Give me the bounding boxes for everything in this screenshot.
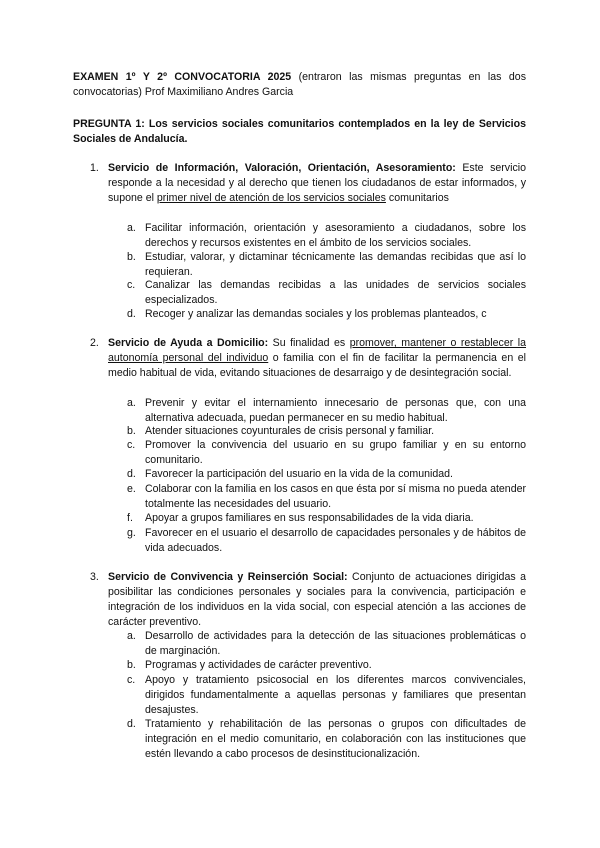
item-text: Canalizar las demandas recibidas a las unidades de servicios sociales especializados. [145, 279, 526, 306]
list-item [127, 424, 526, 439]
list-item [127, 221, 526, 251]
section-desc-end: comunitarios [385, 192, 449, 204]
item-text: Facilitar información, orientación y asesoramiento a ciudadanos, sobre los derechos y recursos existentes en el ámbito de los servicios sociales. [145, 222, 526, 249]
section-desc: Conjunto de actuaciones dirigidas a posibilitar las condiciones personales y sociales para la convivencia, participación e integración de los individuos en la vida social, con especial atención a las acciones de carácter preventivo. [108, 571, 526, 628]
item-text: Estudiar, valorar, y dictaminar técnicamente las demandas recibidas que así lo requieran. [145, 251, 526, 278]
section-title: Servicio de Ayuda a Domicilio: [108, 337, 269, 349]
list-item [127, 658, 526, 673]
list-item [127, 467, 526, 482]
item-text: Apoyar a grupos familiares en sus responsabilidades de la vida diaria. [145, 512, 474, 524]
exam-header [73, 70, 526, 100]
list-item [127, 511, 526, 526]
item-text: Promover la convivencia del usuario en su grupo familiar y en su entorno comunitario. [145, 439, 526, 466]
section-desc-end: o familia con el fin de facilitar la permanencia en el medio habitual de vida, evitando situaciones de desarraigo y de desintegración social. [108, 352, 526, 379]
item-letter: a. [127, 630, 136, 642]
item-letter: a. [127, 397, 136, 409]
list-item [127, 307, 526, 322]
section-desc: Este servicio responde a la necesidad y al derecho que tienen los ciudadanos de estar informados, y supone el [108, 162, 527, 204]
section-desc-underlined: primer nivel de atención de los servicios sociales [156, 192, 386, 204]
list-item [127, 717, 526, 762]
list-item [127, 250, 526, 280]
section-title: Servicio de Información, Valoración, Orientación, Asesoramiento: [108, 162, 456, 174]
item-letter: f. [127, 512, 133, 524]
item-letter: b. [127, 659, 136, 671]
section-desc-underlined: promover, mantener o restablecer la autonomía personal del individuo [108, 337, 526, 364]
item-text: Prevenir y evitar el internamiento innecesario de personas que, con una alternativa adecuada, puedan permanecer en su medio habitual. [145, 397, 526, 424]
item-letter: c. [127, 279, 136, 291]
list-item [127, 438, 526, 468]
item-letter: g. [127, 527, 136, 539]
item-text: Favorecer la participación del usuario en la vida de la comunidad. [145, 468, 453, 480]
question-label: PREGUNTA 1: [73, 118, 145, 130]
item-text: Favorecer en el usuario el desarrollo de capacidades personales y de hábitos de vida adecuados. [145, 527, 526, 554]
list-item [127, 482, 527, 512]
item-letter: d. [127, 468, 136, 480]
item-text: Tratamiento y rehabilitación de las personas o grupos con dificultades de integración en el medio comunitario, en colaboración con las instituciones que estén llevando a cabo procesos de desinstitucionalización. [145, 718, 526, 760]
question-text: Los servicios sociales comunitarios contemplados en la ley de Servicios Sociales de Andalucía. [73, 118, 526, 145]
question-heading [73, 117, 526, 147]
item-text: Programas y actividades de carácter preventivo. [145, 659, 372, 671]
item-text: Colaborar con la familia en los casos en que ésta por sí misma no pueda atender totalmente las necesidades del usuario. [145, 483, 527, 510]
exam-title: EXAMEN 1º Y 2º CONVOCATORIA 2025 [73, 71, 292, 83]
list-item [127, 629, 526, 659]
item-letter: a. [127, 222, 136, 234]
section-desc: Su finalidad es [268, 337, 350, 349]
exam-subtitle: (entraron las mismas preguntas en las dos convocatorias) Prof Maximiliano Andres Garcia [73, 71, 526, 98]
item-letter: b. [127, 251, 136, 263]
item-text: Atender situaciones coyunturales de crisis personal y familiar. [145, 425, 435, 437]
item-text: Desarrollo de actividades para la detección de las situaciones problemáticas o de marginación. [145, 630, 526, 657]
item-letter: b. [127, 425, 136, 437]
section-title: Servicio de Convivencia y Reinserción Social: [108, 571, 348, 583]
section-number: 2. [90, 337, 99, 349]
section-2 [90, 336, 526, 381]
item-text: Recoger y analizar las demandas sociales y los problemas planteados, c [145, 308, 487, 320]
list-item [127, 673, 526, 718]
section-number: 3. [90, 571, 99, 583]
item-letter: d. [127, 308, 136, 320]
section-3 [90, 570, 526, 630]
list-item [127, 278, 526, 308]
section-1 [90, 161, 527, 206]
item-letter: d. [127, 718, 136, 730]
item-letter: c. [127, 674, 136, 686]
item-letter: e. [127, 483, 136, 495]
item-text: Apoyo y tratamiento psicosocial en los diferentes marcos convivenciales, dirigidos fundamentalmente a aquellas personas y familiares que presentan desajustes. [145, 674, 526, 716]
section-number: 1. [90, 162, 99, 174]
list-item [127, 396, 526, 426]
list-item [127, 526, 526, 556]
item-letter: c. [127, 439, 136, 451]
